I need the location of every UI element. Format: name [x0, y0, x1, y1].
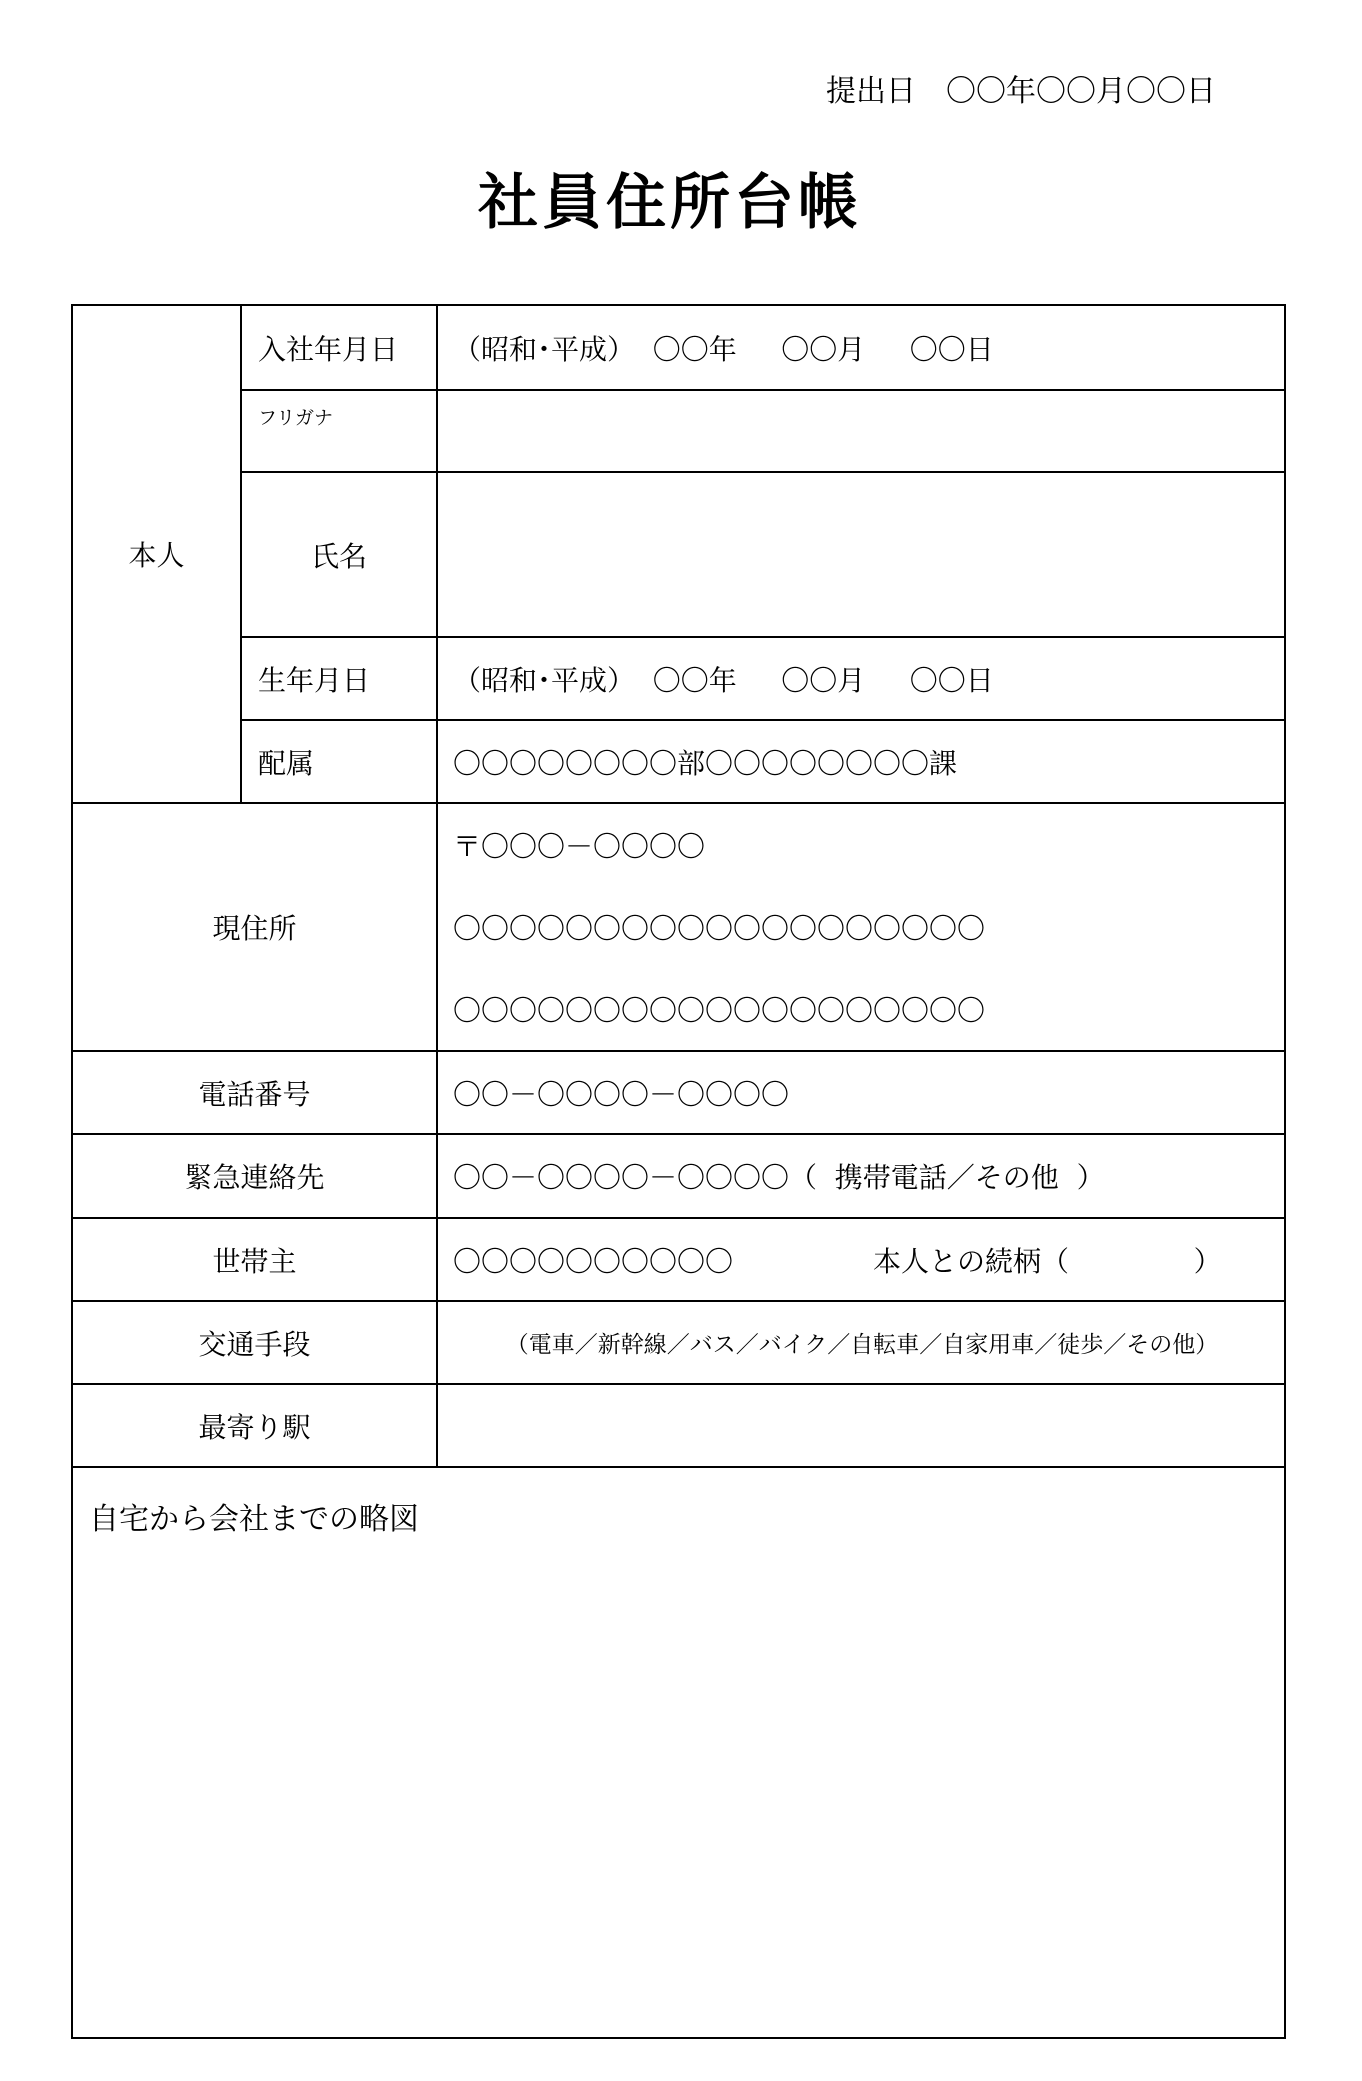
phone-label: 電話番号: [198, 1077, 311, 1111]
nearest-station-field[interactable]: [438, 1385, 1286, 1466]
householder-label: 世帯主: [212, 1244, 297, 1278]
address-label: 現住所: [212, 912, 297, 945]
furigana-field[interactable]: [438, 391, 1286, 471]
route-map-area[interactable]: [73, 1468, 1284, 2039]
name-field[interactable]: [438, 473, 1286, 636]
householder-field[interactable]: 〇〇〇〇〇〇〇〇〇〇: [453, 1244, 734, 1278]
submission-date: 提出日 〇〇年〇〇月〇〇日: [826, 74, 1216, 109]
emergency-contact-field[interactable]: 〇〇－〇〇〇〇－〇〇〇〇（ 携帯電話／その他 ）: [453, 1161, 1105, 1194]
phone-field[interactable]: 〇〇－〇〇〇〇－〇〇〇〇: [453, 1077, 790, 1111]
nearest-station-label: 最寄り駅: [198, 1410, 311, 1444]
transport-label: 交通手段: [198, 1327, 311, 1361]
address-line2-field[interactable]: 〇〇〇〇〇〇〇〇〇〇〇〇〇〇〇〇〇〇〇: [453, 994, 986, 1027]
department-field[interactable]: 〇〇〇〇〇〇〇〇部〇〇〇〇〇〇〇〇課: [453, 746, 958, 780]
page-title: 社員住所台帳: [478, 168, 862, 238]
relationship-field[interactable]: 本人との続柄（ ）: [873, 1244, 1222, 1278]
hire-date-field[interactable]: （昭和･平成） 〇〇年 〇〇月 〇〇日: [453, 332, 994, 366]
postal-code-field[interactable]: 〒〇〇〇－〇〇〇〇: [453, 830, 706, 863]
furigana-label: フリガナ: [258, 406, 334, 429]
birth-date-label: 生年月日: [258, 663, 371, 697]
emergency-contact-label: 緊急連絡先: [184, 1161, 325, 1194]
self-section-label: 本人: [128, 539, 185, 572]
transport-options[interactable]: （電車／新幹線／バス／バイク／自転車／自家用車／徒歩／その他）: [505, 1332, 1219, 1358]
address-register-form: [71, 304, 1286, 2039]
name-label: 氏名: [310, 539, 367, 573]
birth-date-field[interactable]: （昭和･平成） 〇〇年 〇〇月 〇〇日: [453, 663, 994, 697]
route-map-label: 自宅から会社までの略図: [89, 1502, 419, 1537]
hire-date-label: 入社年月日: [258, 332, 399, 366]
address-line1-field[interactable]: 〇〇〇〇〇〇〇〇〇〇〇〇〇〇〇〇〇〇〇: [453, 912, 986, 945]
department-label: 配属: [258, 746, 315, 780]
